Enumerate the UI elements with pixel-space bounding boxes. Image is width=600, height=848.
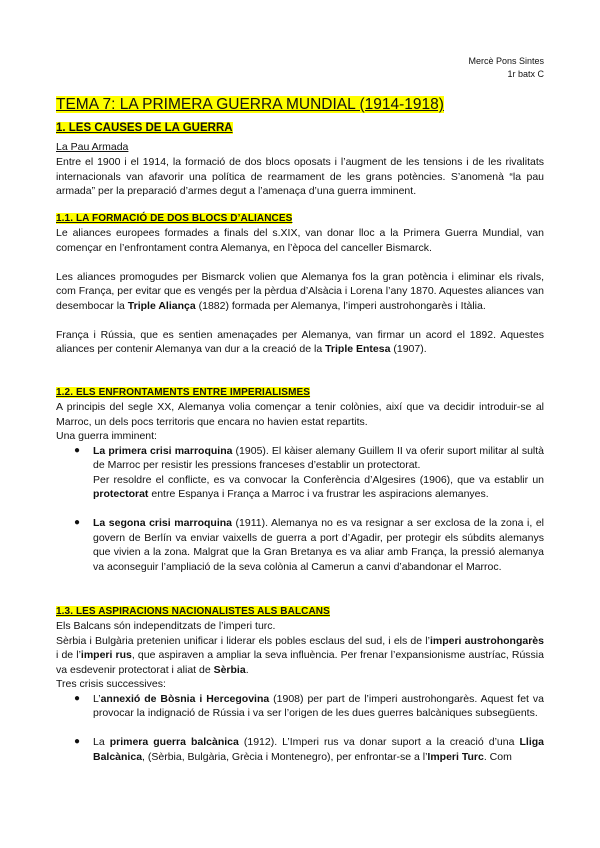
- document-title: TEMA 7: LA PRIMERA GUERRA MUNDIAL (1914-1918): [56, 96, 444, 113]
- list-item: ● L’annexió de Bòsnia i Hercegovina (1908) per part de l’imperi austrohongarès. Aquest fet va provocar la indignació de Rússia i va ser l’origen de les dues guerres balcàniques subsegüents.: [74, 692, 544, 719]
- section-heading: 1. LES CAUSES DE LA GUERRA: [56, 122, 233, 134]
- list-item: ● La primera guerra balcànica (1912). L’Imperi rus va donar suport a la creació d’una Lliga Balcànica, (Sèrbia, Bulgària, Grècia i Montenegro), per enfrontar-se a l’Imperi Turc. Com: [74, 736, 544, 763]
- section-aliances: [56, 208, 544, 357]
- section-balcans: [56, 601, 544, 764]
- section-heading: 1.1. LA FORMACIÓ DE DOS BLOCS D’ALIANCES: [56, 213, 293, 224]
- list-item: ● La segona crisi marroquina (1911). Alemanya no es va resignar a ser exclosa de la zona i, el govern de Berlín va enviar vaixells de guerra a port d’Agadir, per protegir els súbdits alemanys que vivien a la zona. Malgrat que la Gran Bretanya es va aliar amb França, la pressió alemanya va aconseguir l’ampliació de la seva colònia al Camerun a canvi d’abandonar el Marroc.: [74, 517, 544, 573]
- section-causes: [56, 118, 544, 199]
- list-item: ● La primera crisi marroquina (1905). El kàiser alemany Guillem II va oferir suport militar al sultà de Marroc per resistir les pressions franceses d’establir un protectorat. Per resoldre el conflicte, es va convocar la Conferència d’Algesires (1906), que va establir un protectorat entre Espanya i França a Marroc i va frustrar les aspiracions alemanyes.: [74, 444, 544, 500]
- author-class: 1r batx C: [507, 69, 544, 79]
- paragraph: A principis del segle XX, Alemanya volia començar a tenir colònies, així que va decidir introduir-se al Marroc, un dels pocs territoris que encara no havien estat repartits.: [56, 401, 544, 428]
- author-name: Mercè Pons Sintes: [468, 56, 544, 66]
- author-block: [468, 55, 544, 81]
- bullet-icon: ●: [74, 517, 81, 528]
- section-heading: 1.2. ELS ENFRONTAMENTS ENTRE IMPERIALISMES: [56, 387, 311, 398]
- paragraph: Tres crisis successives:: [56, 678, 166, 690]
- term-triple-entesa: Triple Entesa: [325, 343, 391, 355]
- paragraph: Les aliances promogudes per Bismarck volien que Alemanya fos la gran potència i eliminar els rivals, com França, per evitar que es vengés per la pèrdua d’Alsàcia i Lorena l’any 1870. Aquestes aliances van desembocar la Triple Aliança (1882) formada per Alemanya, l’imperi austrohongarès i Itàlia.: [56, 270, 544, 312]
- bullet-icon: ●: [74, 736, 81, 747]
- subheading-pau-armada: La Pau Armada: [56, 141, 129, 153]
- bullet-list: [56, 692, 544, 765]
- paragraph: Els Balcans són independitzats de l’imperi turc.: [56, 620, 276, 632]
- bullet-list: [56, 444, 544, 575]
- bullet-icon: ●: [74, 692, 81, 704]
- paragraph: Entre el 1900 i el 1914, la formació de dos blocs oposats i l’augment de les tensions i de les rivalitats internacionals van afavorir una política de rearmament de les grans potències. S’anomenà “la pau armada” per la preparació d’armes degut a l’amenaça d’una guerra imminent.: [56, 156, 544, 197]
- section-heading: 1.3. LES ASPIRACIONS NACIONALISTES ALS BALCANS: [56, 606, 330, 617]
- paragraph: Le aliances europees formades a finals del s.XIX, van donar lloc a la Primera Guerra Mundial, van començar en l’enfrontament contra Alemanya, en l’època del canceller Bismarck.: [56, 227, 544, 254]
- bullet-icon: ●: [74, 444, 81, 456]
- term-triple-alianca: Triple Aliança: [127, 299, 196, 312]
- section-imperialismes: [56, 382, 544, 574]
- paragraph: Sèrbia i Bulgària pretenien unificar i liderar els pobles esclaus del sud, i els de l’imperi austrohongarès i de l’imperi rus, que aspiraven a ampliar la seva influència. Per frenar l’expansionisme austríac, Rússia va esdevenir protectorat i aliat de Sèrbia.: [56, 634, 544, 676]
- paragraph: Una guerra imminent:: [56, 430, 157, 442]
- paragraph: França i Rússia, que es sentien amenaçades per Alemanya, van firmar un acord el 1892. Aquestes aliances per contenir Alemanya van dur a la creació de la Triple Entesa (1907).: [56, 328, 544, 355]
